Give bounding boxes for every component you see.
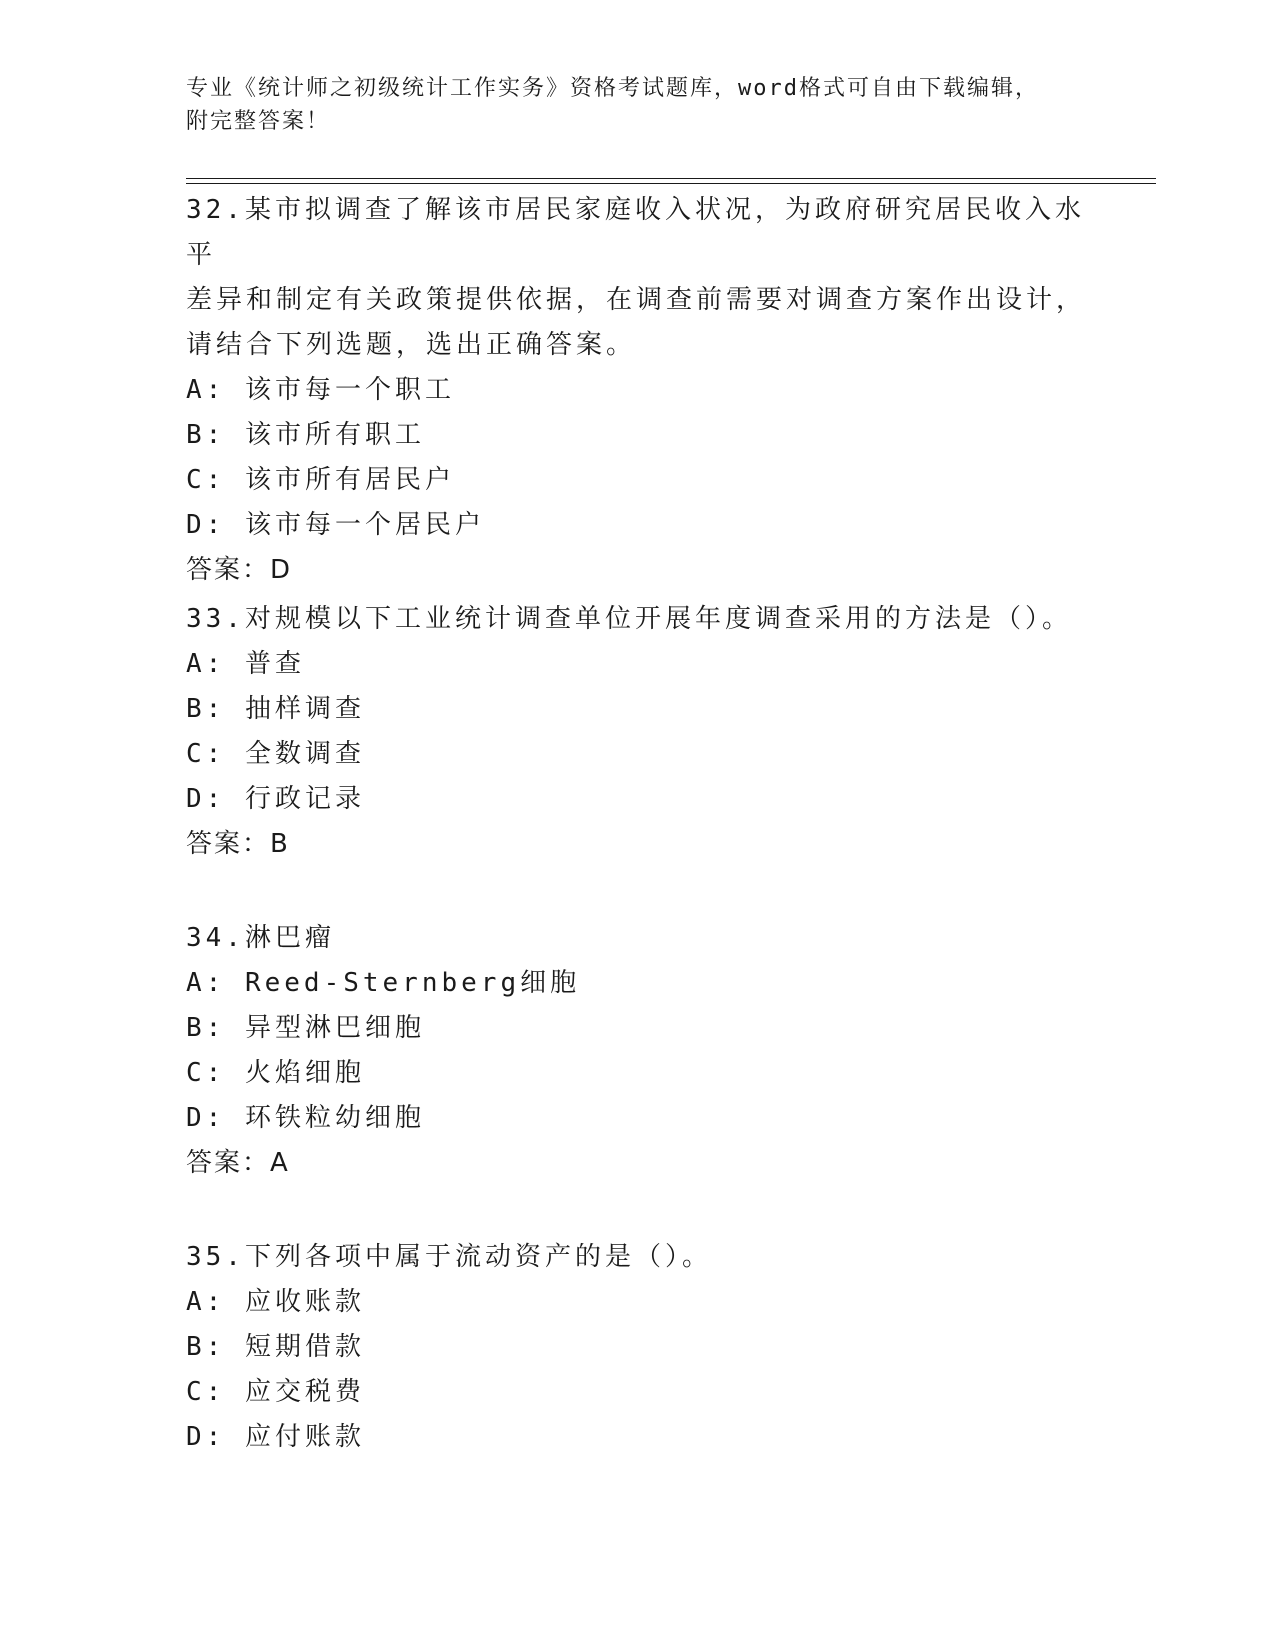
answer-line: 答案：B — [186, 829, 290, 859]
option-d: D: 环铁粒幼细胞 — [186, 1103, 425, 1133]
option-c: C: 该市所有居民户 — [186, 465, 455, 495]
option-d: D: 该市每一个居民户 — [186, 510, 485, 540]
question-stem-line: 差异和制定有关政策提供依据，在调查前需要对调查方案作出设计， — [186, 285, 1087, 315]
option-b: B: 短期借款 — [186, 1332, 365, 1362]
option-b: B: 抽样调查 — [186, 694, 365, 724]
option-c: C: 全数调查 — [186, 739, 365, 769]
question-stem-line: 请结合下列选题，选出正确答案。 — [186, 330, 637, 360]
option-a: A: 应收账款 — [186, 1287, 365, 1317]
question-stem-line: 34.淋巴瘤 — [186, 923, 335, 953]
question-35 — [186, 1235, 1086, 1460]
answer-line: 答案：A — [186, 1148, 290, 1178]
option-d: D: 应付账款 — [186, 1422, 365, 1452]
header-line-1: 专业《统计师之初级统计工作实务》资格考试题库，word格式可自由下载编辑， — [186, 76, 1039, 101]
option-c: C: 火焰细胞 — [186, 1058, 365, 1088]
option-a: A: Reed-Sternberg细胞 — [186, 968, 581, 998]
question-34 — [186, 916, 1086, 1186]
question-stem-line: 35.下列各项中属于流动资产的是（）。 — [186, 1242, 712, 1272]
header-line-2: 附完整答案！ — [186, 109, 331, 134]
option-c: C: 应交税费 — [186, 1377, 365, 1407]
option-b: B: 异型淋巴细胞 — [186, 1013, 425, 1043]
question-33 — [186, 597, 1086, 867]
question-32 — [186, 188, 1086, 593]
option-a: A: 该市每一个职工 — [186, 375, 455, 405]
answer-line: 答案：D — [186, 555, 293, 585]
question-stem-line: 32.某市拟调查了解该市居民家庭收入状况，为政府研究居民收入水平 — [186, 195, 1085, 270]
option-a: A: 普查 — [186, 649, 305, 679]
header-divider-bottom — [186, 183, 1156, 184]
question-stem-line: 33.对规模以下工业统计调查单位开展年度调查采用的方法是（）。 — [186, 604, 1072, 634]
option-b: B: 该市所有职工 — [186, 420, 425, 450]
option-d: D: 行政记录 — [186, 784, 365, 814]
document-header — [186, 72, 1086, 138]
header-divider-top — [186, 178, 1156, 179]
